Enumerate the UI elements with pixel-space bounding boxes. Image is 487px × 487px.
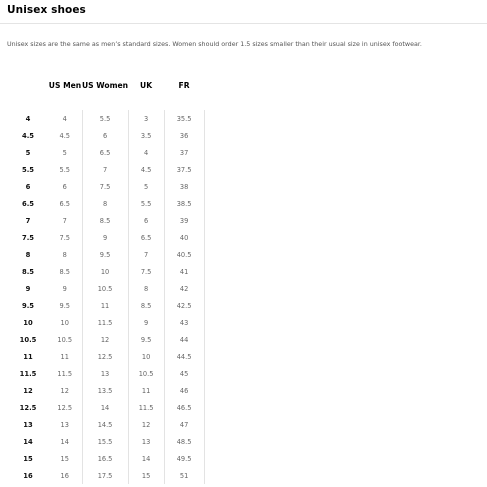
table-row bbox=[8, 348, 204, 365]
us-women-cell: 10 bbox=[82, 263, 128, 280]
us-women-cell: 12 bbox=[82, 331, 128, 348]
fr-cell: 47 bbox=[164, 416, 204, 433]
fr-cell: 40.5 bbox=[164, 246, 204, 263]
fr-cell: 51 bbox=[164, 467, 204, 484]
us-men-cell: 4 bbox=[62, 114, 67, 123]
table-row bbox=[8, 161, 204, 178]
table-row bbox=[8, 297, 204, 314]
table-row bbox=[8, 399, 204, 416]
us-men-cell: 15 bbox=[60, 454, 69, 463]
size-cell: 15 bbox=[23, 454, 33, 463]
size-cell: 8 bbox=[25, 250, 31, 259]
fr-cell: 38.5 bbox=[164, 195, 204, 212]
us-women-cell: 14 bbox=[82, 399, 128, 416]
us-women-cell: 5.5 bbox=[82, 110, 128, 127]
fr-cell: 38 bbox=[164, 178, 204, 195]
header-us-men: US Men bbox=[48, 81, 82, 90]
uk-cell: 7 bbox=[128, 246, 164, 263]
uk-cell: 9 bbox=[128, 314, 164, 331]
us-women-cell: 16.5 bbox=[82, 450, 128, 467]
size-cell: 16 bbox=[23, 471, 33, 480]
header-fr: FR bbox=[178, 81, 190, 90]
us-men-cell: 10 bbox=[60, 318, 69, 327]
fr-cell: 44.5 bbox=[164, 348, 204, 365]
size-cell: 9 bbox=[25, 284, 31, 293]
uk-cell: 8.5 bbox=[128, 297, 164, 314]
uk-cell: 5.5 bbox=[128, 195, 164, 212]
table-row bbox=[8, 263, 204, 280]
size-chart-table bbox=[8, 81, 205, 484]
table-row bbox=[8, 365, 204, 382]
size-cell: 10 bbox=[23, 318, 33, 327]
fr-cell: 49.5 bbox=[164, 450, 204, 467]
size-cell: 7 bbox=[25, 216, 31, 225]
us-women-cell: 11.5 bbox=[82, 314, 128, 331]
us-women-cell: 8.5 bbox=[82, 212, 128, 229]
fr-cell: 40 bbox=[164, 229, 204, 246]
us-women-cell: 14.5 bbox=[82, 416, 128, 433]
size-cell: 5.5 bbox=[21, 165, 35, 174]
uk-cell: 12 bbox=[128, 416, 164, 433]
uk-cell: 3 bbox=[128, 110, 164, 127]
table-row bbox=[8, 382, 204, 399]
uk-cell: 4 bbox=[128, 144, 164, 161]
title-divider bbox=[0, 23, 487, 24]
uk-cell: 11.5 bbox=[128, 399, 164, 416]
fr-cell: 43 bbox=[164, 314, 204, 331]
table-row bbox=[8, 280, 204, 297]
table-header-row bbox=[8, 81, 204, 110]
size-cell: 13 bbox=[23, 420, 33, 429]
us-men-cell: 12 bbox=[60, 386, 69, 395]
us-men-cell: 8 bbox=[62, 250, 67, 259]
us-men-cell: 6.5 bbox=[59, 199, 70, 208]
uk-cell: 11 bbox=[128, 382, 164, 399]
page-title: Unisex shoes bbox=[7, 4, 86, 16]
us-women-cell: 7 bbox=[82, 161, 128, 178]
table-row bbox=[8, 127, 204, 144]
fr-cell: 46.5 bbox=[164, 399, 204, 416]
size-cell: 6 bbox=[25, 182, 31, 191]
fr-cell: 35.5 bbox=[164, 110, 204, 127]
size-cell: 11 bbox=[23, 352, 33, 361]
fr-cell: 41 bbox=[164, 263, 204, 280]
uk-cell: 13 bbox=[128, 433, 164, 450]
table-row bbox=[8, 110, 204, 127]
fr-cell: 37 bbox=[164, 144, 204, 161]
fr-cell: 45 bbox=[164, 365, 204, 382]
uk-cell: 3.5 bbox=[128, 127, 164, 144]
fr-cell: 44 bbox=[164, 331, 204, 348]
size-note: Unisex sizes are the same as men’s standard sizes. Women should order 1.5 sizes smaller than their usual size in unisex footwear. bbox=[7, 41, 422, 48]
us-women-cell: 10.5 bbox=[82, 280, 128, 297]
uk-cell: 5 bbox=[128, 178, 164, 195]
size-cell: 11.5 bbox=[19, 369, 37, 378]
us-men-cell: 4.5 bbox=[59, 131, 70, 140]
us-men-cell: 7.5 bbox=[59, 233, 70, 242]
size-cell: 4 bbox=[25, 114, 31, 123]
us-women-cell: 13.5 bbox=[82, 382, 128, 399]
size-cell: 14 bbox=[23, 437, 33, 446]
uk-cell: 4.5 bbox=[128, 161, 164, 178]
us-men-cell: 11 bbox=[60, 352, 69, 361]
size-cell: 5 bbox=[25, 148, 31, 157]
uk-cell: 15 bbox=[128, 467, 164, 484]
fr-cell: 42 bbox=[164, 280, 204, 297]
us-men-cell: 13 bbox=[60, 420, 69, 429]
uk-cell: 8 bbox=[128, 280, 164, 297]
us-men-cell: 7 bbox=[62, 216, 67, 225]
size-cell: 7.5 bbox=[21, 233, 35, 242]
size-cell: 12 bbox=[23, 386, 33, 395]
us-men-cell: 10.5 bbox=[57, 335, 73, 344]
table-row bbox=[8, 433, 204, 450]
us-women-cell: 8 bbox=[82, 195, 128, 212]
size-cell: 10.5 bbox=[19, 335, 37, 344]
fr-cell: 46 bbox=[164, 382, 204, 399]
uk-cell: 9.5 bbox=[128, 331, 164, 348]
fr-cell: 37.5 bbox=[164, 161, 204, 178]
us-men-cell: 12.5 bbox=[57, 403, 73, 412]
fr-cell: 42.5 bbox=[164, 297, 204, 314]
size-cell: 8.5 bbox=[21, 267, 35, 276]
us-men-cell: 5 bbox=[62, 148, 67, 157]
us-men-cell: 8.5 bbox=[59, 267, 70, 276]
table-row bbox=[8, 212, 204, 229]
fr-cell: 36 bbox=[164, 127, 204, 144]
us-men-cell: 14 bbox=[60, 437, 69, 446]
us-women-cell: 6.5 bbox=[82, 144, 128, 161]
size-cell: 12.5 bbox=[19, 403, 37, 412]
size-cell: 9.5 bbox=[21, 301, 35, 310]
table-row bbox=[8, 229, 204, 246]
us-women-cell: 6 bbox=[82, 127, 128, 144]
uk-cell: 7.5 bbox=[128, 263, 164, 280]
uk-cell: 6.5 bbox=[128, 229, 164, 246]
us-women-cell: 12.5 bbox=[82, 348, 128, 365]
uk-cell: 14 bbox=[128, 450, 164, 467]
table-row bbox=[8, 144, 204, 161]
us-men-cell: 6 bbox=[62, 182, 67, 191]
header-uk: UK bbox=[140, 81, 153, 90]
fr-cell: 39 bbox=[164, 212, 204, 229]
us-women-cell: 13 bbox=[82, 365, 128, 382]
table-row bbox=[8, 467, 204, 484]
table-row bbox=[8, 314, 204, 331]
us-women-cell: 17.5 bbox=[82, 467, 128, 484]
us-men-cell: 5.5 bbox=[59, 165, 70, 174]
us-men-cell: 16 bbox=[60, 471, 69, 480]
header-size bbox=[8, 81, 48, 110]
us-women-cell: 7.5 bbox=[82, 178, 128, 195]
us-women-cell: 9 bbox=[82, 229, 128, 246]
us-men-cell: 11.5 bbox=[57, 369, 73, 378]
us-women-cell: 9.5 bbox=[82, 246, 128, 263]
size-cell: 6.5 bbox=[21, 199, 35, 208]
table-row bbox=[8, 450, 204, 467]
uk-cell: 10.5 bbox=[128, 365, 164, 382]
us-men-cell: 9 bbox=[62, 284, 67, 293]
table-row bbox=[8, 416, 204, 433]
us-women-cell: 15.5 bbox=[82, 433, 128, 450]
uk-cell: 6 bbox=[128, 212, 164, 229]
size-rows bbox=[8, 110, 204, 484]
table-row bbox=[8, 331, 204, 348]
us-men-cell: 9.5 bbox=[59, 301, 70, 310]
table-row bbox=[8, 195, 204, 212]
table-row bbox=[8, 178, 204, 195]
fr-cell: 48.5 bbox=[164, 433, 204, 450]
us-women-cell: 11 bbox=[82, 297, 128, 314]
header-us-women: US Women bbox=[82, 81, 129, 90]
size-cell: 4.5 bbox=[21, 131, 35, 140]
table-row bbox=[8, 246, 204, 263]
uk-cell: 10 bbox=[128, 348, 164, 365]
